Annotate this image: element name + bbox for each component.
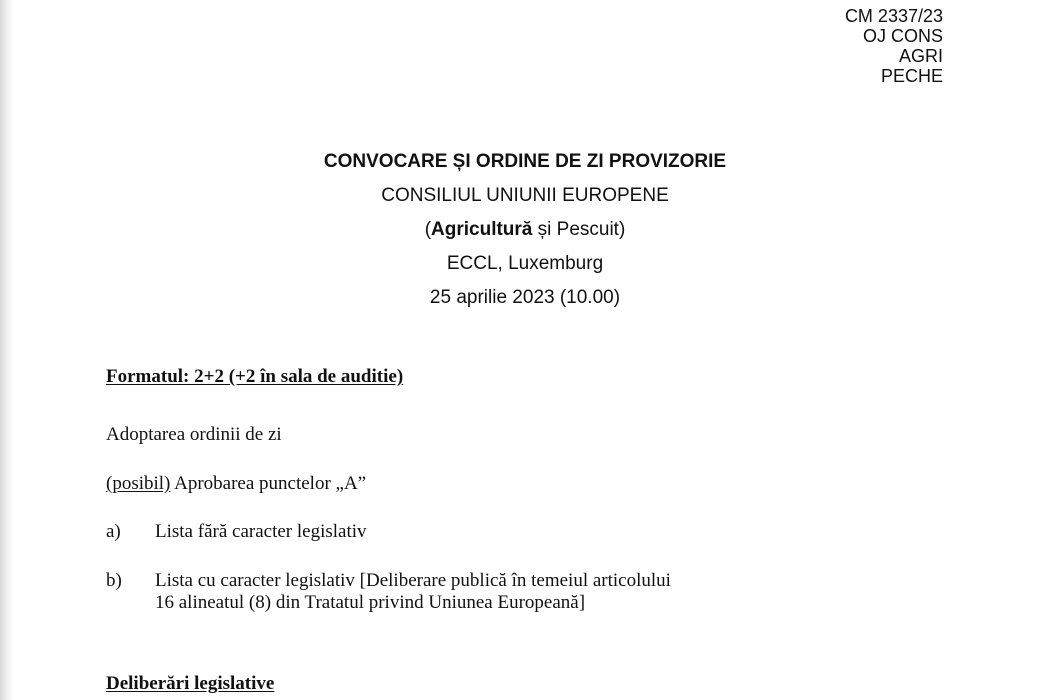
approval-text: Aprobarea punctelor „A” xyxy=(170,473,367,494)
document-title: CONVOCARE ȘI ORDINE DE ZI PROVIZORIE xyxy=(323,151,727,172)
formation-paren: ( xyxy=(424,219,432,240)
meeting-location: ECCL, Luxemburg xyxy=(446,253,604,274)
list-item-text: Lista cu caracter legislativ [Deliberare publică în temeiul articolului 16 alineatul (8) din Tratatul privind Uniunea Europeană] xyxy=(155,570,671,613)
agenda-adoption: Adoptarea ordinii de zi xyxy=(106,424,282,445)
section-heading-legislative: Deliberări legislative xyxy=(106,673,275,694)
document-heading xyxy=(0,150,1050,320)
document-reference xyxy=(845,6,943,86)
possible-prefix: (posibil) xyxy=(106,473,171,494)
formation-agriculture: Agricultură xyxy=(431,219,533,240)
reference-line: OJ CONS xyxy=(862,26,943,46)
list-item-text: Lista fără caracter legislativ xyxy=(155,521,367,542)
formation-fisheries: și Pescuit) xyxy=(532,219,626,240)
list-item-letter: a) xyxy=(106,521,121,542)
reference-code: CM 2337/23 xyxy=(844,6,943,26)
council-name: CONSILIUL UNIUNII EUROPENE xyxy=(381,185,669,206)
meeting-format: Formatul: 2+2 (+2 în sala de auditie) xyxy=(106,366,404,387)
a-items-approval xyxy=(106,473,366,495)
list-item-letter: b) xyxy=(106,570,122,591)
reference-line: PECHE xyxy=(880,66,943,86)
reference-line: AGRI xyxy=(898,46,943,66)
meeting-date: 25 aprilie 2023 (10.00) xyxy=(429,287,621,308)
council-formation xyxy=(0,218,1050,252)
